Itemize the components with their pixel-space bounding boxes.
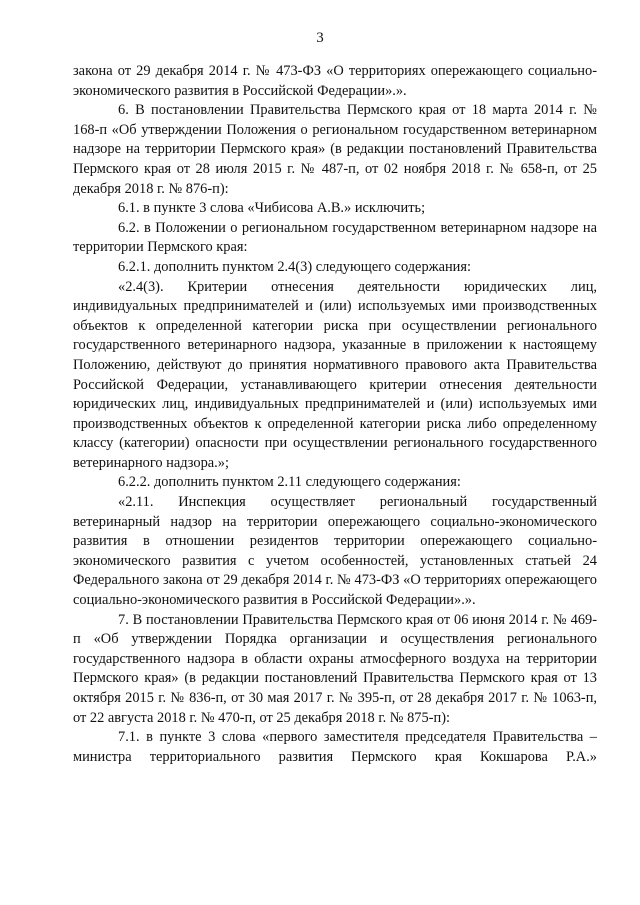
paragraph-item-7-1: 7.1. в пункте 3 слова «первого заместителя председателя Правительства – министра территориального развития Пермского края Кокшарова Р.А.» bbox=[73, 729, 597, 765]
document-body bbox=[73, 62, 597, 767]
paragraph-item-6-2-2: 6.2.2. дополнить пунктом 2.11 следующего содержания: bbox=[118, 474, 461, 491]
paragraph-item-6: 6. В постановлении Правительства Пермского края от 18 марта 2014 г. № 168-п «Об утверждении Положения о региональном государственном ветеринарном надзоре на территории Пермского края» (в редакции постановлений Правительства Пермского края от 28 июля 2015 г. № 487-п, от 02 ноября 2018 г. № 658-п, от 25 декабря 2018 г. № 876-п): bbox=[73, 102, 597, 197]
page-number: 3 bbox=[316, 30, 324, 46]
paragraph-clause-2-4-3: «2.4(3). Критерии отнесения деятельности юридических лиц, индивидуальных предпринимателей и (или) используемых ими производственных объектов к определенной категории риска при осуществлении регионального государственного ветеринарного надзора, указанные в приложении к настоящему Положению, действуют до принятия нормативного правового акта Правительства Российской Федерации, устанавливающего критерии отнесения деятельности юридических лиц, индивидуальных предпринимателей и (или) используемых ими производственных объектов к определенной категории риска либо определенному классу (категории) опасности при осуществлении регионального государственного ветеринарного надзора.»; bbox=[73, 278, 597, 471]
paragraph-clause-2-11: «2.11. Инспекция осуществляет региональный государственный ветеринарный надзор на территории опережающего социально-экономического развития в отношении резидентов территории опережающего социально-экономического развития с учетом особенностей, установленных статьей 24 Федерального закона от 29 декабря 2014 г. № 473-ФЗ «О территориях опережающего социально-экономического развития в Российской Федерации».». bbox=[73, 494, 597, 609]
paragraph-item-6-2: 6.2. в Положении о региональном государственном ветеринарном надзоре на территории Пермского края: bbox=[73, 219, 597, 256]
paragraph-item-6-1: 6.1. в пункте 3 слова «Чибисова А.В.» исключить; bbox=[118, 200, 426, 217]
paragraph-item-7: 7. В постановлении Правительства Пермского края от 06 июня 2014 г. № 469-п «Об утверждении Порядка организации и осуществления регионального государственного надзора в области охраны атмосферного воздуха на территории Пермского края» (в редакции постановлений Правительства Пермского края от 13 октября 2015 г. № 836-п, от 30 мая 2017 г. № 395-п, от 28 декабря 2017 г. № 1063-п, от 22 августа 2018 г. № 470-п, от 25 декабря 2018 г. № 875-п): bbox=[73, 611, 597, 726]
paragraph-item-6-2-1: 6.2.1. дополнить пунктом 2.4(3) следующего содержания: bbox=[118, 258, 471, 275]
paragraph-law-continuation: закона от 29 декабря 2014 г. № 473-ФЗ «О территориях опережающего социально-экономического развития в Российской Федерации».». bbox=[73, 63, 597, 99]
